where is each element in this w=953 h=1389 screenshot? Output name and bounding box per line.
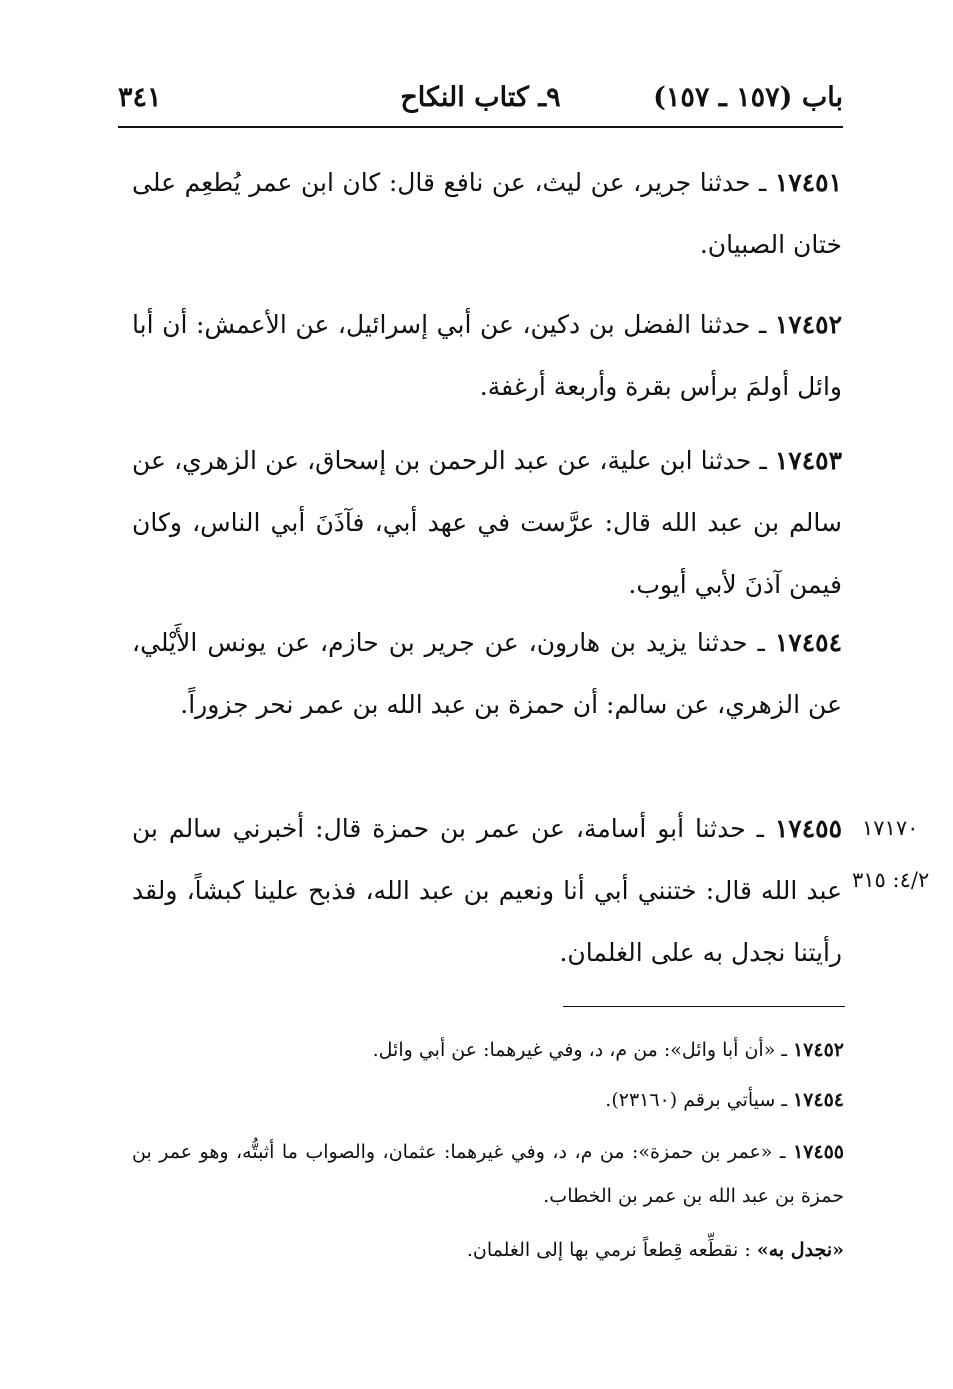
footnote-gloss [132,1228,844,1272]
margin-volume-reference: ٤/٢: ٣١٥ [852,868,930,892]
hadith-17455 [132,798,842,984]
hadith-number: ١٧٤٥٣ [774,446,842,475]
chapter-title: باب (١٥٧ ـ ١٥٧) [653,82,843,113]
footnote-keyword: «نجدل به» [756,1239,844,1261]
header-divider [118,126,843,128]
footnote-text: ـ سيأتي برقم (٢٣١٦٠). [605,1089,793,1111]
hadith-number: ١٧٤٥٤ [774,628,842,657]
footnote-17452 [132,1028,844,1072]
footnote-text: : نقطِّعه قِطعاً نرمي بها إلى الغلمان. [466,1239,757,1261]
book-title: ٩ـ كتاب النكاح [400,82,561,113]
page-number: ٣٤١ [118,82,162,113]
footnote-17455 [132,1130,844,1218]
page-header [118,82,843,122]
hadith-text: ـ حدثنا ابن علية، عن عبد الرحمن بن إسحاق، عن الزهري، عن سالم بن عبد الله قال: عرَّست في عهد أبي، فآذَنَ أبي الناس، وكان فيمن آذنَ لأبي أيوب. [132,446,842,599]
hadith-17453 [132,430,842,616]
hadith-text: ـ حدثنا جرير، عن ليث، عن نافع قال: كان ابن عمر يُطعِم على ختان الصبيان. [132,168,842,259]
hadith-17452 [132,294,842,418]
footnote-number: ١٧٤٥٤ [792,1089,844,1111]
footnote-number: ١٧٤٥٥ [792,1141,844,1163]
hadith-17451 [132,152,842,276]
hadith-text: ـ حدثنا أبو أسامة، عن عمر بن حمزة قال: أخبرني سالم بن عبد الله قال: ختنني أبي أنا ونعيم بن عبد الله، فذبح علينا كبشاً، ولقد رأيتنا نجدل به على الغلمان. [132,814,842,967]
footnote-number: ١٧٤٥٢ [792,1039,844,1061]
hadith-17454 [132,612,842,736]
footnote-text: ـ «عمر بن حمزة»: من م، د، وفي غيرهما: عثمان، والصواب ما أثبتُّه، وهو عمر بن حمزة بن عبد الله بن عمر بن الخطاب. [132,1141,844,1207]
footnote-17454 [132,1078,844,1122]
hadith-number: ١٧٤٥٥ [774,814,842,843]
hadith-text: ـ حدثنا يزيد بن هارون، عن جرير بن حازم، عن يونس الأَيْلي، عن الزهري، عن سالم: أن حمزة بن عبد الله بن عمر نحر جزوراً. [132,628,842,719]
hadith-text: ـ حدثنا الفضل بن دكين، عن أبي إسرائيل، عن الأعمش: أن أبا وائل أولمَ برأس بقرة وأربعة أرغفة. [132,310,842,401]
footnote-text: ـ «أن أبا وائل»: من م، د، وفي غيرهما: عن أبي وائل. [372,1039,793,1061]
hadith-number: ١٧٤٥١ [774,168,842,197]
margin-reference-number: ١٧١٧٠ [862,816,919,840]
hadith-number: ١٧٤٥٢ [774,310,842,339]
footnote-divider [563,1006,845,1007]
